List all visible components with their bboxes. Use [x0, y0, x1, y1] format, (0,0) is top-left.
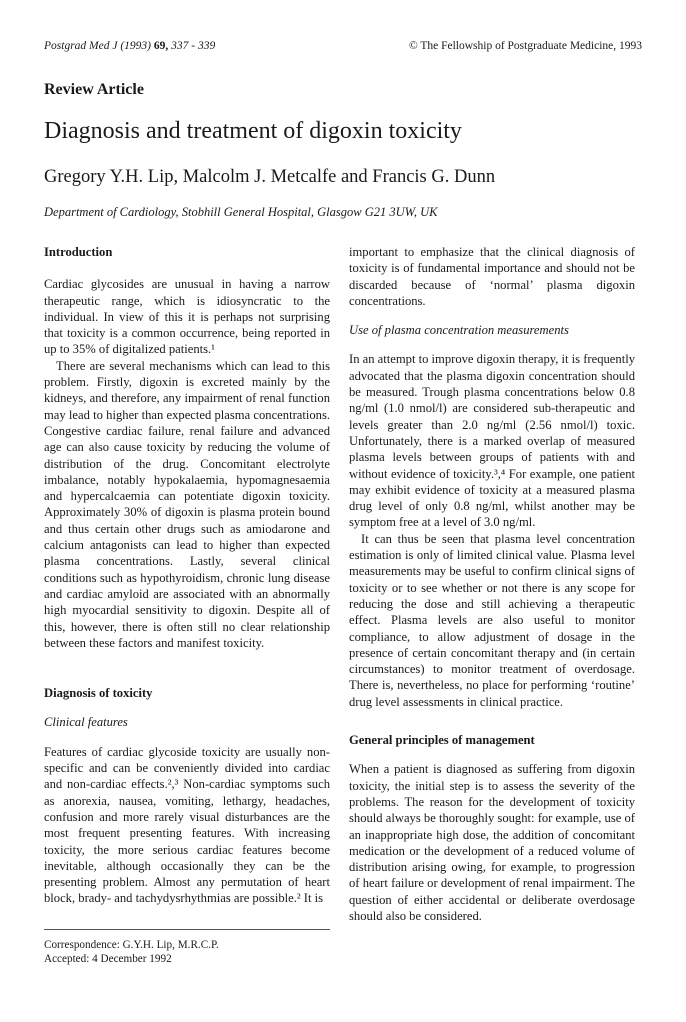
- journal-name: Postgrad Med J: [44, 40, 118, 52]
- diagnosis-heading: Diagnosis of toxicity: [44, 686, 153, 701]
- article-type: Review Article: [44, 81, 144, 98]
- left-column: [44, 244, 330, 907]
- correspondence-note: Correspondence: G.Y.H. Lip, M.R.C.P.: [44, 939, 219, 951]
- right-column: [349, 244, 635, 924]
- plasma-measurements-subheading: Use of plasma concentration measurements: [349, 323, 569, 338]
- running-header-citation: [44, 40, 215, 52]
- article-authors: Gregory Y.H. Lip, Malcolm J. Metcalfe and Francis G. Dunn: [44, 167, 496, 187]
- intro-paragraph-1: Cardiac glycosides are unusual in having a narrow therapeutic range, which is idiosyncratic to the individual. In view of this it is perhaps not surprising that toxicity is a common occurrence, being reported in up to 35% of digitalized patients.¹: [44, 277, 330, 357]
- article-title: Diagnosis and treatment of digoxin toxicity: [44, 118, 462, 144]
- clinical-features-subheading: Clinical features: [44, 715, 128, 730]
- footnote: [44, 929, 330, 966]
- plasma-paragraph-2: It can thus be seen that plasma level concentration estimation is only of limited clinical value. Plasma level measurements may be useful to confirm clinical signs of toxicity or to see whether or not there is any scope for reducing the dose and still achieving a therapeutic effect. Plasma levels are also useful to monitor compliance, to allow adjustment of dosage in the presence of certain concomitant therapy and (in certain circumstances) to monitor treatment of overdosage. There is, nevertheless, no place for performing ‘routine’ drug level assessments in clinical practice.: [349, 531, 635, 709]
- journal-volume: 69,: [153, 40, 169, 52]
- continued-paragraph: important to emphasize that the clinical diagnosis of toxicity is of fundamental importance and should not be discarded because of ‘normal’ plasma digoxin concentrations.: [349, 245, 635, 308]
- intro-paragraph-2: There are several mechanisms which can lead to this problem. Firstly, digoxin is excreted mainly by the kidneys, and therefore, any impairment of renal function may lead to higher than expected plasma concentrations. Congestive cardiac failure, renal failure and advanced age can also cause toxicity by reducing the volume of distribution of the drug. Concomitant electrolyte imbalance, notably hypokalaemia, hypomagnesaemia and hypercalcaemia can potentiate digoxin toxicity. Approximately 30% of digoxin is plasma protein bound and thus certain other drugs such as amiodarone and calcium antagonists can lead to higher than expected plasma concentrations. Lastly, several clinical conditions such as hypothyroidism, chronic lung disease and cardiac amyloid are associated with an abnormally high myocardial sensitivity to digoxin. Despite all of this, however, there is often still no clear relationship between these factors and manifest toxicity.: [44, 358, 330, 650]
- journal-year: (1993): [120, 40, 152, 52]
- plasma-paragraph-1: In an attempt to improve digoxin therapy, it is frequently advocated that the plasma digoxin concentration should be measured. Trough plasma concentrations below 0.8 ng/ml (1.0 nmol/l) are considered sub-therapeutic and levels greater than 2.0 ng/ml (2.56 nmol/l) toxic. Unfortunately, there is a marked overlap of measured plasma levels between groups of patients with and without evidence of toxicity.³,⁴ For example, one patient may exhibit evidence of toxicity at a measured plasma drug level of only 0.8 ng/ml, whilst another may be symptom free at a level of 3.0 ng/ml.: [349, 352, 635, 530]
- journal-pages: 337 - 339: [171, 40, 216, 52]
- copyright-notice: © The Fellowship of Postgraduate Medicine, 1993: [408, 40, 642, 52]
- introduction-heading: Introduction: [44, 245, 113, 259]
- management-paragraph: When a patient is diagnosed as suffering from digoxin toxicity, the initial step is to assess the severity of the problems. The reason for the development of toxicity should always be thoroughly sought: for example, use of an inappropriate high dose, the addition of concomitant medication or the development of a reduced volume of distribution arising owing, for example, to progression of heart failure or development of renal impairment. The question of either accidental or deliberate overdosage should also be considered.: [349, 762, 635, 923]
- author-affiliation: Department of Cardiology, Stobhill General Hospital, Glasgow G21 3UW, UK: [44, 205, 438, 219]
- clinical-features-paragraph: Features of cardiac glycoside toxicity are usually non-specific and can be conveniently divided into cardiac and non-cardiac effects.²,³ Non-cardiac symptoms such as anorexia, nausea, vomiting, lethargy, headaches, confusion and more rarely visual disturbances are the most frequent presenting features. With increasing toxicity, the more serious cardiac features become inevitable, although occasionally they can be the presenting problem. Almost any permutation of heart block, brady- and tachydysrhythmias are possible.² It is: [44, 744, 330, 906]
- management-heading: General principles of management: [349, 733, 535, 748]
- accepted-date: Accepted: 4 December 1992: [44, 953, 172, 965]
